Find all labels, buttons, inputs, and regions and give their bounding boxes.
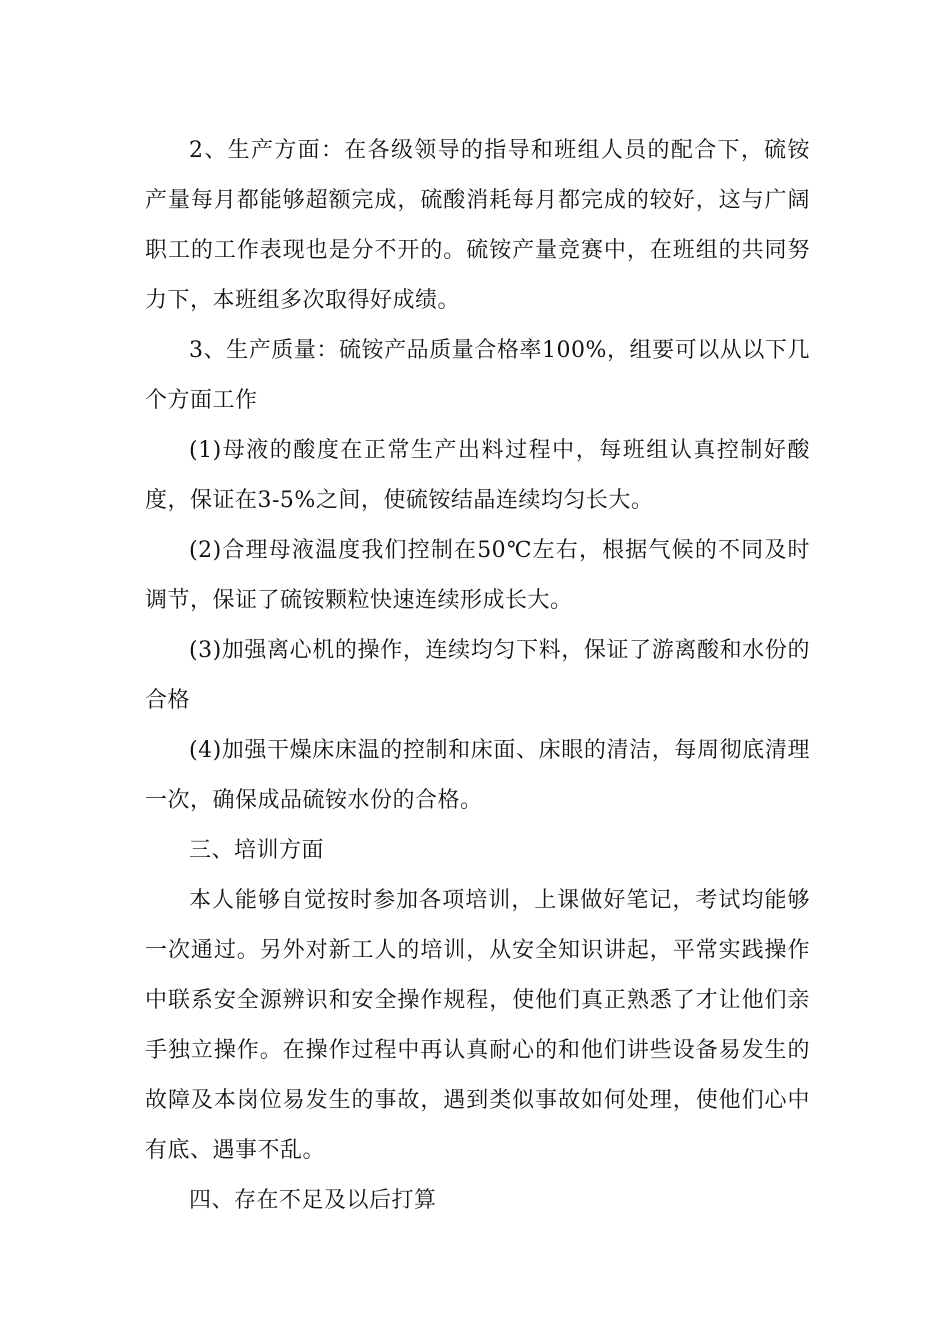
paragraph-item-3: (3)加强离心机的操作，连续均匀下料，保证了游离酸和水份的合格 [145, 638, 810, 713]
paragraph-item-1: (1)母液的酸度在正常生产出料过程中，每班组认真控制好酸度，保证在3-5%之间，使硫铵结晶连续均匀长大。 [145, 438, 810, 513]
section-heading-shortcomings: 四、存在不足及以后打算 [189, 1188, 437, 1213]
paragraph-training: 本人能够自觉按时参加各项培训，上课做好笔记，考试均能够一次通过。另外对新工人的培训，从安全知识讲起，平常实践操作中联系安全源辨识和安全操作规程，使他们真正熟悉了才让他们亲手独立操作。在操作过程中再认真耐心的和他们讲些设备易发生的故障及本岗位易发生的事故，遇到类似事故如何处理，使他们心中有底、遇事不乱。 [145, 888, 810, 1163]
paragraph-item-2: (2)合理母液温度我们控制在50℃左右，根据气候的不同及时调节，保证了硫铵颗粒快速连续形成长大。 [145, 538, 810, 613]
paragraph-production: 2、生产方面：在各级领导的指导和班组人员的配合下，硫铵产量每月都能够超额完成，硫酸消耗每月都完成的较好，这与广阔职工的工作表现也是分不开的。硫铵产量竞赛中，在班组的共同努力下，本班组多次取得好成绩。 [145, 138, 810, 313]
document-body [145, 126, 810, 1226]
paragraph-item-4: (4)加强干燥床床温的控制和床面、床眼的清洁，每周彻底清理一次，确保成品硫铵水份的合格。 [145, 738, 810, 813]
paragraph-quality: 3、生产质量：硫铵产品质量合格率100%，组要可以从以下几个方面工作 [145, 338, 810, 413]
section-heading-training: 三、培训方面 [189, 838, 325, 863]
